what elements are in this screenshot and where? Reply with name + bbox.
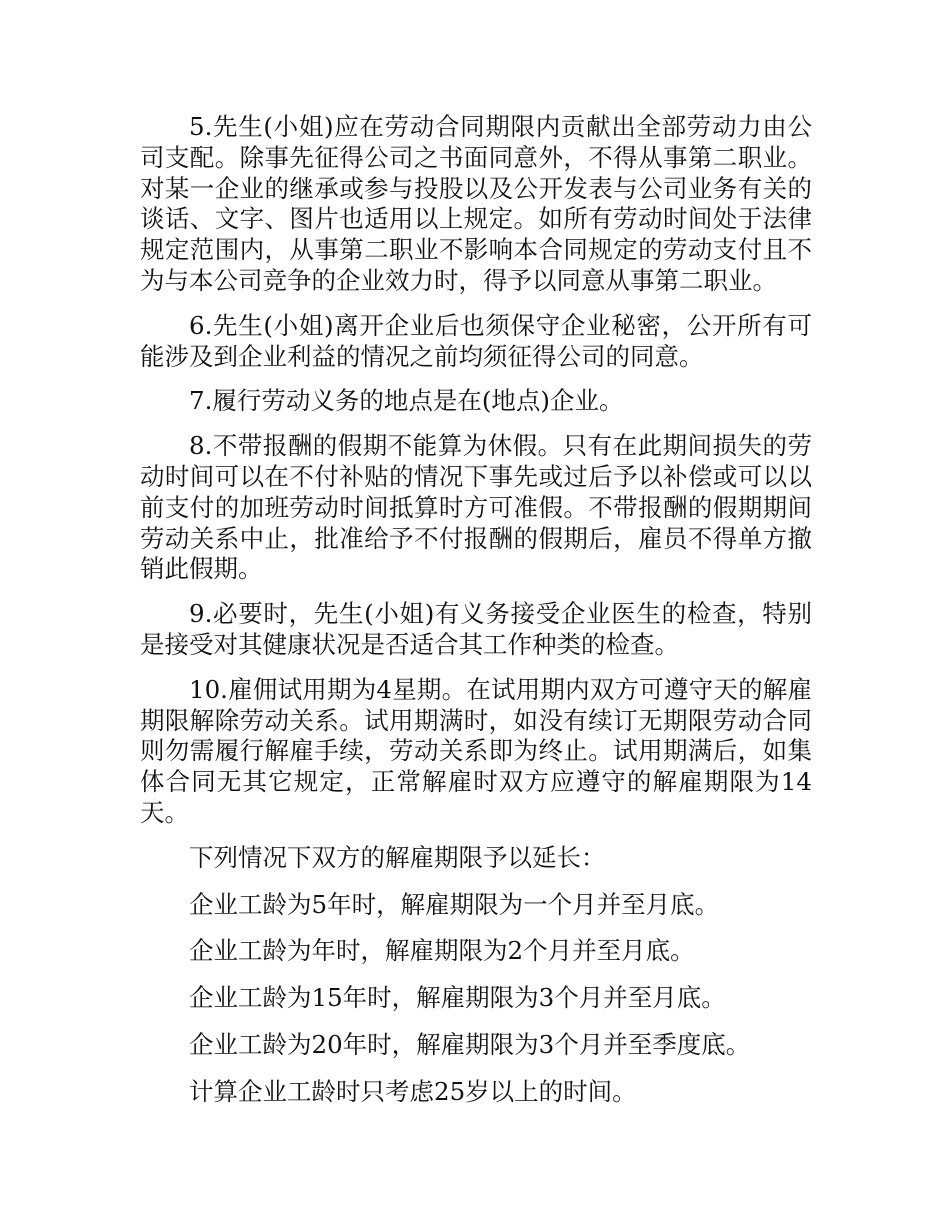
document-body <box>140 112 812 1124</box>
clause-10-paragraph: 10.雇佣试用期为4星期。在试用期内双方可遵守天的解雇期限解除劳动关系。试用期满时，如没有续订无期限劳动合同则勿需履行解雇手续，劳动关系即为终止。试用期满后，如集体合同无其它规定，正常解雇时双方应遵守的解雇期限为14天。 <box>140 674 812 827</box>
clause-8-paragraph: 8.不带报酬的假期不能算为休假。只有在此期间损失的劳动时间可以在不付补贴的情况下事先或过后予以补偿或可以以前支付的加班劳动时间抵算时方可准假。不带报酬的假期期间劳动关系中止，批准给予不付报酬的假期后，雇员不得单方撤销此假期。 <box>140 431 812 584</box>
clause-6-paragraph: 6.先生(小姐)离开企业后也须保守企业秘密，公开所有可能涉及到企业利益的情况之前均须征得公司的同意。 <box>140 310 812 371</box>
clause-7-paragraph: 7.履行劳动义务的地点是在(地点)企业。 <box>189 386 624 416</box>
extension-intro-paragraph: 下列情况下双方的解雇期限予以延长： <box>189 842 606 872</box>
seniority-15-years-paragraph: 企业工龄为15年时，解雇期限为3个月并至月底。 <box>189 983 726 1013</box>
clause-5-paragraph: 5.先生(小姐)应在劳动合同期限内贡献出全部劳动力由公司支配。除事先征得公司之书面同意外，不得从事第二职业。对某一企业的继承或参与投股以及公开发表与公司业务有关的谈话、文字、图片也适用以上规定。如所有劳动时间处于法律规定范围内，从事第二职业不影响本合同规定的劳动支付且不为与本公司竞争的企业效力时，得予以同意从事第二职业。 <box>140 112 812 295</box>
seniority-calculation-note-paragraph: 计算企业工龄时只考虑25岁以上的时间。 <box>189 1076 637 1106</box>
seniority-5-years-paragraph: 企业工龄为5年时，解雇期限为一个月并至月底。 <box>189 889 720 919</box>
clause-9-paragraph: 9.必要时，先生(小姐)有义务接受企业医生的检查，特别是接受对其健康状况是否适合其工作种类的检查。 <box>140 599 812 659</box>
seniority-unspecified-years-paragraph: 企业工龄为年时，解雇期限为2个月并至月底。 <box>189 936 695 966</box>
seniority-20-years-paragraph: 企业工龄为20年时，解雇期限为3个月并至季度底。 <box>189 1029 751 1059</box>
